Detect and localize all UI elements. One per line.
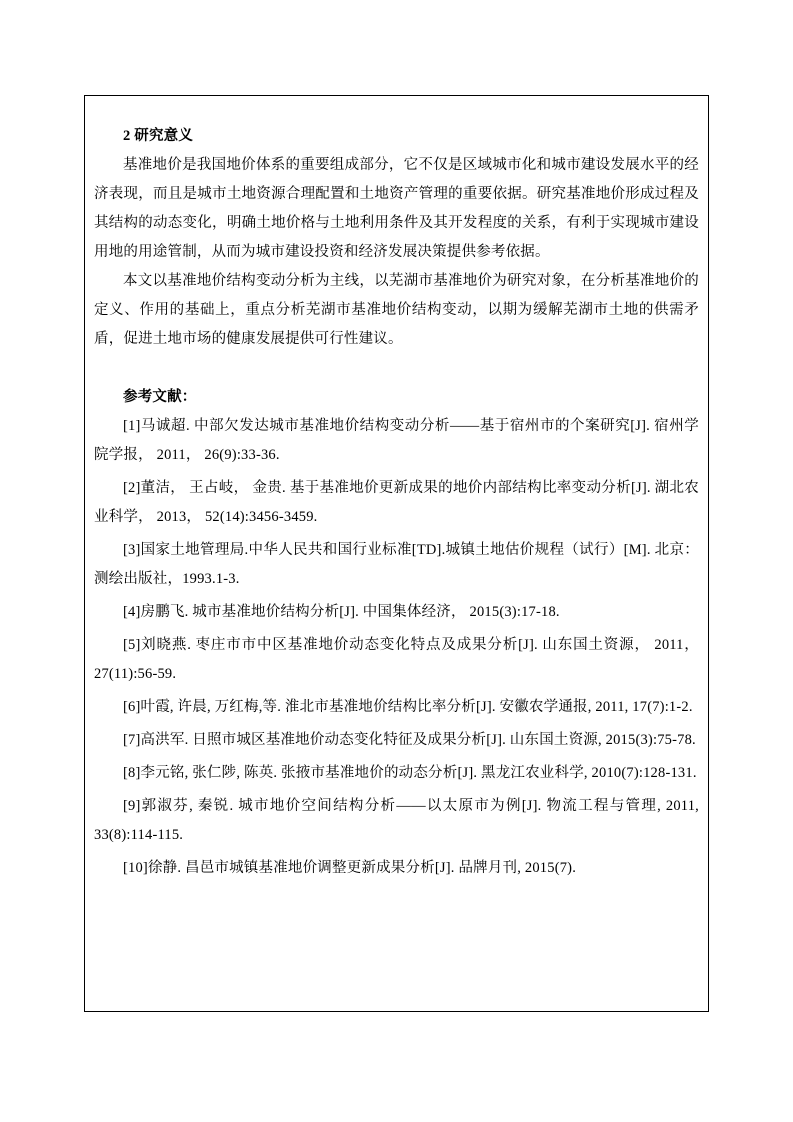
reference-item: [6]叶霞, 许晨, 万红梅,等. 淮北市基准地价结构比率分析[J]. 安徽农学通报, 2011, 17(7):1-2. bbox=[123, 699, 693, 715]
reference-item: [3]国家土地管理局.中华人民共和国行业标准[TD].城镇土地估价规程（试行）[M]. 北京：测绘出版社，1993.1-3. bbox=[94, 542, 699, 587]
section-heading: 2 研究意义 bbox=[123, 128, 194, 144]
references-title: 参考文献： bbox=[123, 389, 197, 405]
reference-item: [4]房鹏飞. 城市基准地价结构分析[J]. 中国集体经济， 2015(3):17-18. bbox=[123, 604, 560, 620]
reference-item: [9]郭淑芬, 秦锐. 城市地价空间结构分析——以太原市为例[J]. 物流工程与管理, 2011, 33(8):114-115. bbox=[94, 798, 699, 843]
paragraph-scope: 本文以基准地价结构变动分析为主线，以芜湖市基准地价为研究对象，在分析基准地价的定义、作用的基础上，重点分析芜湖市基准地价结构变动，以期为缓解芜湖市土地的供需矛盾，促进土地市场的健康发展提供可行性建议。 bbox=[94, 273, 699, 347]
reference-item: [10]徐静. 昌邑市城镇基准地价调整更新成果分析[J]. 品牌月刊, 2015(7). bbox=[123, 860, 577, 876]
reference-item: [1]马诚超. 中部欠发达城市基准地价结构变动分析——基于宿州市的个案研究[J]. 宿州学院学报， 2011， 26(9):33-36. bbox=[94, 418, 699, 463]
spacer bbox=[94, 354, 699, 383]
document-content bbox=[85, 96, 708, 887]
reference-item: [7]高洪军. 日照市城区基准地价动态变化特征及成果分析[J]. 山东国土资源, 2015(3):75-78. bbox=[123, 732, 696, 748]
reference-item: [8]李元铭, 张仁陟, 陈英. 张掖市基准地价的动态分析[J]. 黑龙江农业科学, 2010(7):128-131. bbox=[123, 765, 697, 781]
document-frame bbox=[84, 95, 709, 1012]
reference-item: [2]董洁， 王占岐， 金贵. 基于基准地价更新成果的地价内部结构比率变动分析[J]. 湖北农业科学， 2013， 52(14):3456-3459. bbox=[94, 480, 699, 525]
paragraph-significance: 基准地价是我国地价体系的重要组成部分，它不仅是区域城市化和城市建设发展水平的经济表现，而且是城市土地资源合理配置和土地资产管理的重要依据。研究基准地价形成过程及其结构的动态变化，明确土地价格与土地利用条件及其开发程度的关系，有利于实现城市建设用地的用途管制，从而为城市建设投资和经济发展决策提供参考依据。 bbox=[94, 157, 699, 260]
reference-item: [5]刘晓燕. 枣庄市市中区基准地价动态变化特点及成果分析[J]. 山东国土资源， 2011， 27(11):56-59. bbox=[94, 637, 699, 682]
